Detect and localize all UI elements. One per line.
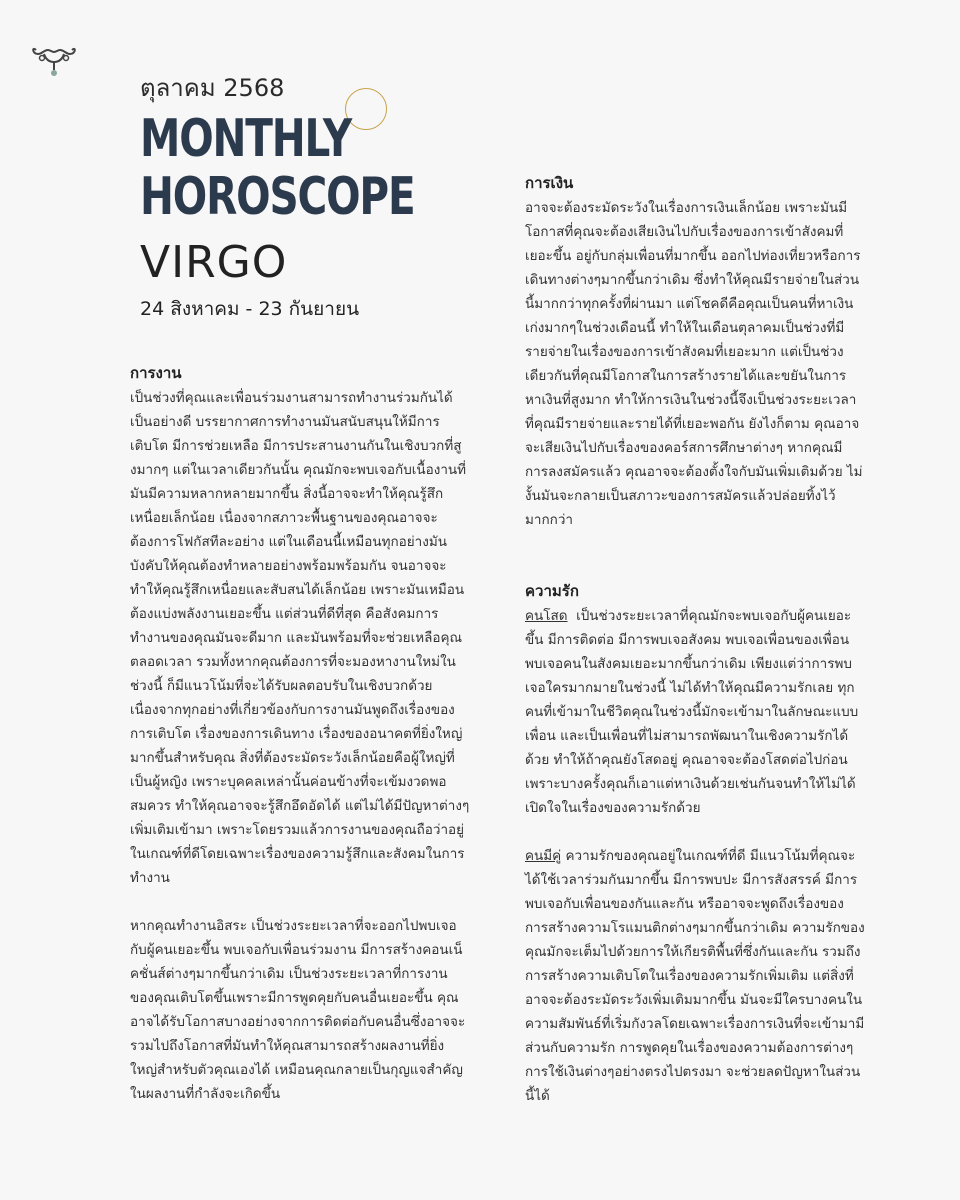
date-range: 24 สิงหาคม - 23 กันยายน — [140, 298, 360, 320]
couple-text: ความรักของคุณอยู่ในเกณฑ์ที่ดี มีแนวโน้มที่คุณจะได้ใช้เวลาร่วมกันมากขึ้น มีการพบปะ มีการสังสรรค์ มีการพบเจอกับเพื่อนของกันและกัน หรืออาจจะพูดถึงเรื่องของการสร้างความโรแมนติกต่างๆมากขึ้นกว่าเดิม ความรักของคุณมักจะเต็มไปด้วยการให้เกียรติพื้นที่ซึ่งกันและกัน รวมถึงการสร้างความเติบโตในเรื่องของความรักเพิ่มเติม แต่สิ่งที่อาจจะต้องระมัดระวังเพิ่มเติมมากขึ้น มันจะมีใครบางคนในความสัมพันธ์ที่เริ่มกังวลโดยเฉพาะเรื่องการเงินที่จะเข้ามามีส่วนกับความรัก การพูดคุยในเรื่องของความต้องการต่างๆ การใช้เงินต่างๆอย่างตรงไปตรงมา จะช่วยลดปัญหาในส่วนนี้ได้ — [525, 848, 865, 1104]
virgo-logo-icon — [30, 40, 78, 80]
work-heading: การงาน — [130, 364, 182, 382]
money-paragraph-1: อาจจะต้องระมัดระวังในเรื่องการเงินเล็กน้อย เพราะมันมีโอกาสที่คุณจะต้องเสียเงินไปกับเรื่องของการเข้าสังคมที่เยอะขึ้น อยู่กับกลุ่มเพื่อนที่มากขึ้น ออกไปท่องเที่ยวหรือการเดินทางต่างๆมากขึ้นกว่าเดิม ซึ่งทำให้คุณมีรายจ่ายในส่วนนี้มากกว่าทุกครั้งที่ผ่านมา แต่โชคดีคือคุณเป็นคนที่หาเงินเก่งมากๆในช่วงเดือนนี้ ทำให้ในเดือนตุลาคมเป็นช่วงที่มีรายจ่ายในเรื่องของการเข้าสังคมที่เยอะมาก แต่เป็นช่วงเดียวกันที่คุณมีโอกาสในการสร้างรายได้และขยันในการหาเงินที่สูงมาก ทำให้การเงินในช่วงนี้จึงเป็นช่วงระยะเวลาที่คุณมีรายจ่ายและรายได้ที่เยอะพอกัน ยังไงก็ตาม คุณอาจจะเสียเงินไปกับเรื่องของคอร์สการศึกษาต่างๆ หากคุณมีการลงสมัครแล้ว คุณอาจจะต้องตั้งใจกับมันเพิ่มเติมด้วย ไม่งั้นมันจะกลายเป็นสภาวะของการสมัครแล้วปล่อยทิ้งไว้มากกว่า — [525, 200, 863, 528]
zodiac-sign: VIRGO — [140, 237, 288, 288]
work-paragraph-1: เป็นช่วงที่คุณและเพื่อนร่วมงานสามารถทำงานร่วมกันได้เป็นอย่างดี บรรยากาศการทำงานมันสนับสนุนให้มีการเติบโต มีการช่วยเหลือ มีการประสานงานกันในเชิงบวกที่สูงมากๆ แต่ในเวลาเดียวกันนั้น คุณมักจะพบเจอกับเนื้องานที่มันมีความหลากหลายมากขึ้น สิ่งนี้อาจจะทำให้คุณรู้สึกเหนื่อยเล็กน้อย เนื่องจากสภาวะพื้นฐานของคุณอาจจะต้องการโฟกัสทีละอย่าง แต่ในเดือนนี้เหมือนทุกอย่างมันบังคับให้คุณต้องทำหลายอย่างพร้อมพร้อมกัน จนอาจจะทำให้คุณรู้สึกเหนื่อยและสับสนได้เล็กน้อย เพราะมันเหมือนต้องแบ่งพลังงานเยอะขึ้น แต่ส่วนที่ดีที่สุด คือสังคมการทำงานของคุณมันจะดีมาก และมันพร้อมที่จะช่วยเหลือคุณตลอดเวลา รวมทั้งหากคุณต้องการที่จะมองหางานใหม่ในช่วงนี้ ก็มีแนวโน้มที่จะได้รับผลตอบรับในเชิงบวกด้วย เนื่องจากทุกอย่างที่เกี่ยวข้องกับการงานมันพูดถึงเรื่องของการเติบโต เรื่องของการเดินทาง เรื่องของอนาคตที่ยิ่งใหญ่มากขึ้นสำหรับคุณ สิ่งที่ต้องระมัดระวังเล็กน้อยคือผู้ใหญ่ที่เป็นผู้หญิง เพราะบุคคลเหล่านั้นค่อนข้างที่จะเข้มงวดพอสมควร ทำให้คุณอาจจะรู้สึกอึดอัดได้ แต่ไม่ได้มีปัญหาต่างๆเพิ่มเติมเข้ามา เพราะโดยรวมแล้วการงานของคุณถือว่าอยู่ในเกณฑ์ที่ดีโดยเฉพาะเรื่องของความรู้สึกและสังคมในการทำงาน — [130, 390, 470, 886]
love-single-paragraph — [525, 604, 865, 820]
single-label: คนโสด — [525, 608, 568, 624]
page-title — [140, 110, 460, 226]
work-paragraph-2: หากคุณทำงานอิสระ เป็นช่วงระยะเวลาที่จะออกไปพบเจอกับผู้คนเยอะขึ้น พบเจอกับเพื่อนร่วมงาน มีการสร้างคอนเน็คชั่นส์ต่างๆมากขึ้นกว่าเดิม เป็นช่วงระยะเวลาที่การงานของคุณเติบโตขึ้นเพราะมีการพูดคุยกับคนอื่นเยอะขึ้น คุณอาจได้รับโอกาสบางอย่างจากการติดต่อกับคนอื่นซึ่งอาจจะรวมไปถึงโอกาสที่มันทำให้คุณสามารถสร้างผลงานที่ยิ่งใหญ่สำหรับตัวคุณเองได้ เหมือนคุณกลายเป็นกุญแจสำคัญในผลงานที่กำลังจะเกิดขึ้น — [130, 918, 466, 1102]
header — [140, 72, 460, 324]
title-line-2: HOROSCOPE — [140, 167, 415, 227]
work-section — [130, 362, 470, 1106]
month-year: ตุลาคม 2568 — [140, 74, 285, 102]
money-heading: การเงิน — [525, 174, 574, 192]
single-text: เป็นช่วงระยะเวลาที่คุณมักจะพบเจอกับผู้คนเยอะขึ้น มีการติดต่อ มีการพบเจอสังคม พบเจอเพื่อนของเพื่อน พบเจอคนในสังคมเยอะมากขึ้นกว่าเดิม เพียงแต่ว่าการพบเจอใครมากมายในช่วงนี้ ไม่ได้ทำให้คุณมีความรักเลย ทุกคนที่เข้ามาในชีวิตคุณในช่วงนี้มักจะเข้ามาในลักษณะแบบเพื่อน และเป็นเพื่อนที่ไม่สามารถพัฒนาในเชิงความรักได้ด้วย ทำให้ถ้าคุณยังโสดอยู่ คุณอาจจะต้องโสดต่อไปก่อน เพราะบางครั้งคุณก็เอาแต่หาเงินด้วยเช่นกันจนทำให้ไม่ได้เปิดใจในเรื่องของความรักด้วย — [525, 608, 859, 816]
money-section — [525, 172, 865, 532]
love-couple-paragraph — [525, 844, 865, 1108]
love-section — [525, 580, 865, 1108]
title-line-1: MONTHLY — [140, 109, 352, 169]
couple-label: คนมีคู่ — [525, 848, 562, 864]
love-heading: ความรัก — [525, 582, 579, 600]
